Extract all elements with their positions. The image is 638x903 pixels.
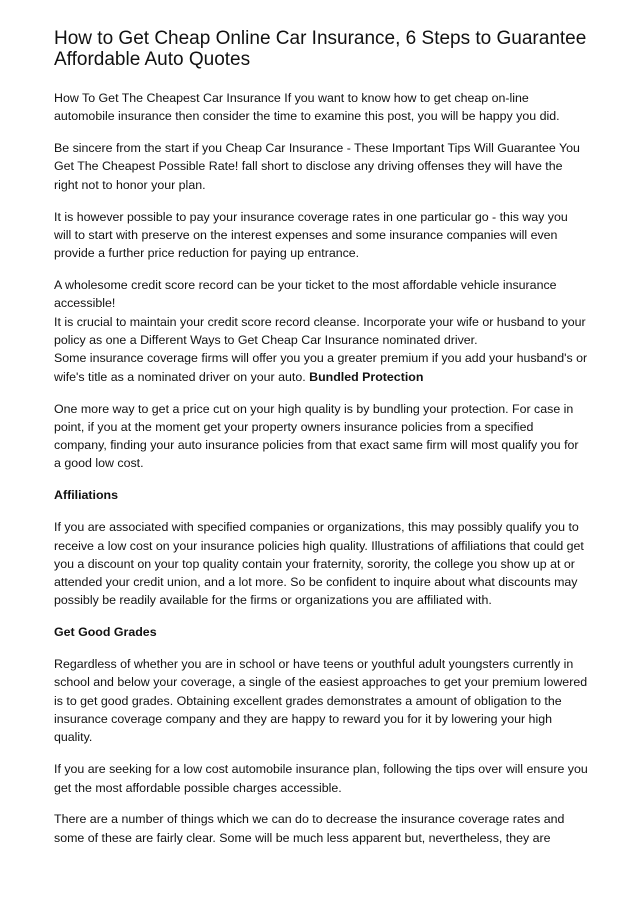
paragraph-decrease: There are a number of things which we can do to decrease the insurance coverage rates and some of these are fairly clear. Some will be much less apparent but, nevertheless, they are [54, 812, 565, 845]
heading-good-grades: Get Good Grades [54, 625, 157, 640]
paragraph-bundling: One more way to get a price cut on your high quality is by bundling your protection. For case in point, if you at the moment get your property owners insurance policies from a specified company, finding your auto insurance policies from that exact same firm will most qualify you for a good low cost. [54, 401, 579, 471]
paragraph-affiliations: If you are associated with specified companies or organizations, this may possibly qualify you to receive a low cost on your insurance policies high quality. Illustrations of affiliations that could get you a discount on your top quality contain your fraternity, sorority, the college you show up at or attended your credit union, and a lot more. So be confident to inquire about what discounts may possibly be readily available for the firms or organizations you are affiliated with. [54, 520, 584, 608]
paragraph-grades: Regardless of whether you are in school or have teens or youthful adult youngsters currently in school and below your coverage, a single of the easiest approaches to get your premium lowered is to get good grades. Obtaining excellent grades demonstrates a amount of obligation to the insurance coverage company and they are happy to reward you for it by lowering your high quality. [54, 657, 588, 745]
credit-line-2: It is crucial to maintain your credit score record cleanse. Incorporate your wife or husband to your policy as one a Different Ways to Get Cheap Car Insurance nominated driver. [54, 314, 586, 348]
paragraph-pay-rates: It is however possible to pay your insurance coverage rates in one particular go - this way you will to start with preserve on the interest expenses and some insurance companies will even provide a further price reduction for paying up entrance. [54, 209, 568, 261]
paragraph-tips: If you are seeking for a low cost automobile insurance plan, following the tips over will ensure you get the most affordable possible charges accessible. [54, 762, 588, 795]
heading-bundled-protection: Bundled Protection [309, 369, 424, 384]
credit-line-3: Some insurance coverage firms will offer you you a greater premium if you add your husband's or wife's title as a nominated driver on your auto. [54, 351, 588, 384]
heading-affiliations: Affiliations [54, 488, 119, 503]
document-title: How to Get Cheap Online Car Insurance, 6 Steps to Guarantee Affordable Auto Quotes [54, 28, 587, 70]
document-body [54, 89, 588, 861]
paragraph-credit [54, 276, 588, 386]
paragraph-sincere: Be sincere from the start if you Cheap Car Insurance - These Important Tips Will Guarantee You Get The Cheapest Possible Rate! fall short to disclose any driving offenses they will have the right not to honor your plan. [54, 141, 580, 192]
paragraph-intro: How To Get The Cheapest Car Insurance If you want to know how to get cheap on-line automobile insurance then consider the time to examine this post, you will be happy you did. [54, 91, 560, 124]
credit-line-1: A wholesome credit score record can be your ticket to the most affordable vehicle insurance accessible! [54, 278, 557, 311]
